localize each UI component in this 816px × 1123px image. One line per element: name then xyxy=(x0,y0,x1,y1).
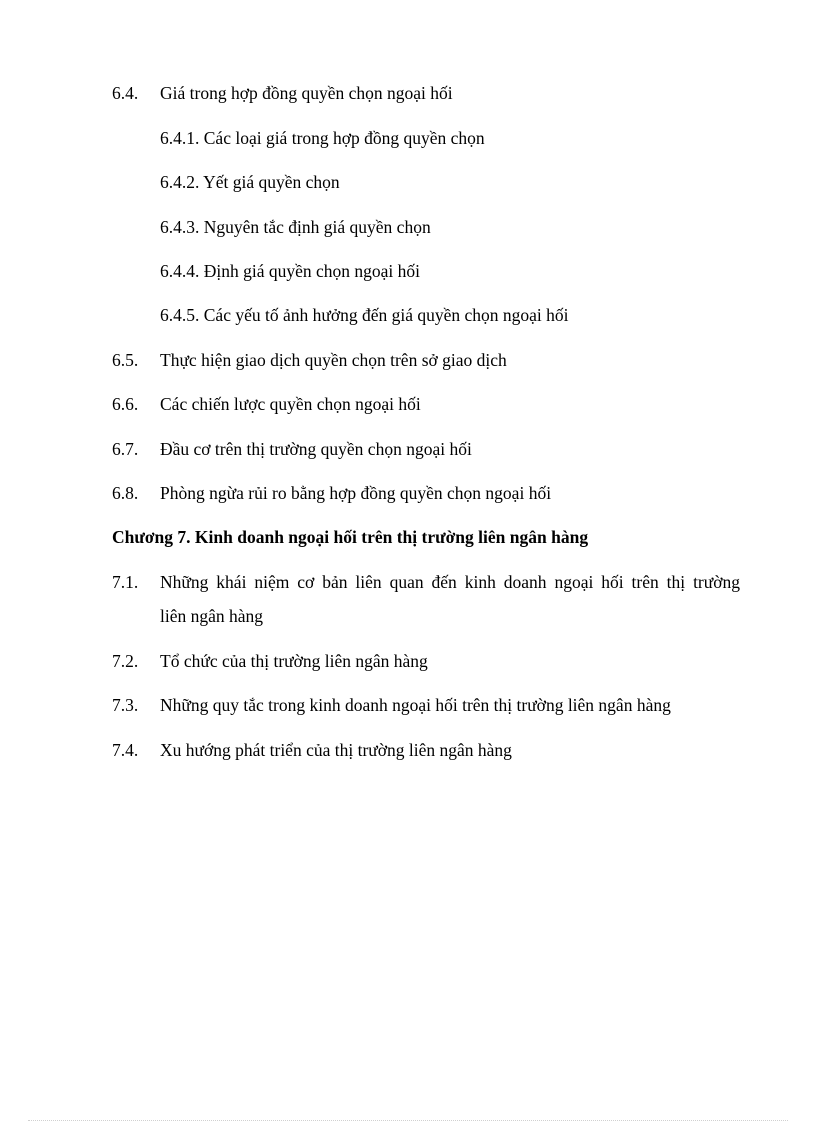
section-title: Các chiến lược quyền chọn ngoại hối xyxy=(160,394,421,414)
section-title: Tổ chức của thị trường liên ngân hàng xyxy=(160,651,428,671)
section-number: 7.3. xyxy=(112,695,139,715)
section-title: Giá trong hợp đồng quyền chọn ngoại hối xyxy=(160,83,453,103)
section-number: 7.4. xyxy=(112,740,139,760)
section-title-line-2: liên ngân hàng xyxy=(160,606,264,626)
page-bottom-divider xyxy=(28,1120,788,1121)
section-title: Phòng ngừa rủi ro bằng hợp đồng quyền chọn ngoại hối xyxy=(160,483,552,503)
section-number: 6.8. xyxy=(112,483,139,503)
section-number: 6.7. xyxy=(112,439,139,459)
section-title: Xu hướng phát triển của thị trường liên ngân hàng xyxy=(160,740,512,760)
section-title: Thực hiện giao dịch quyền chọn trên sở giao dịch xyxy=(160,350,507,370)
section-number: 7.2. xyxy=(112,651,139,671)
section-number: 6.4. xyxy=(112,83,139,103)
section-title-line-1: Những khái niệm cơ bản liên quan đến kinh doanh ngoại hối trên thị trường xyxy=(160,572,740,592)
subsection-title: 6.4.3. Nguyên tắc định giá quyền chọn xyxy=(160,217,431,237)
subsection-title: 6.4.2. Yết giá quyền chọn xyxy=(160,172,340,192)
subsection-title: 6.4.1. Các loại giá trong hợp đồng quyền chọn xyxy=(160,128,485,148)
section-number: 7.1. xyxy=(112,572,139,592)
chapter-heading: Chương 7. Kinh doanh ngoại hối trên thị trường liên ngân hàng xyxy=(112,527,589,547)
section-title: Những quy tắc trong kinh doanh ngoại hối trên thị trường liên ngân hàng xyxy=(160,695,671,715)
section-title: Đầu cơ trên thị trường quyền chọn ngoại hối xyxy=(160,439,472,459)
subsection-title: 6.4.5. Các yếu tố ảnh hưởng đến giá quyền chọn ngoại hối xyxy=(160,305,569,325)
section-number: 6.5. xyxy=(112,350,139,370)
subsection-title: 6.4.4. Định giá quyền chọn ngoại hối xyxy=(160,261,421,281)
section-number: 6.6. xyxy=(112,394,139,414)
